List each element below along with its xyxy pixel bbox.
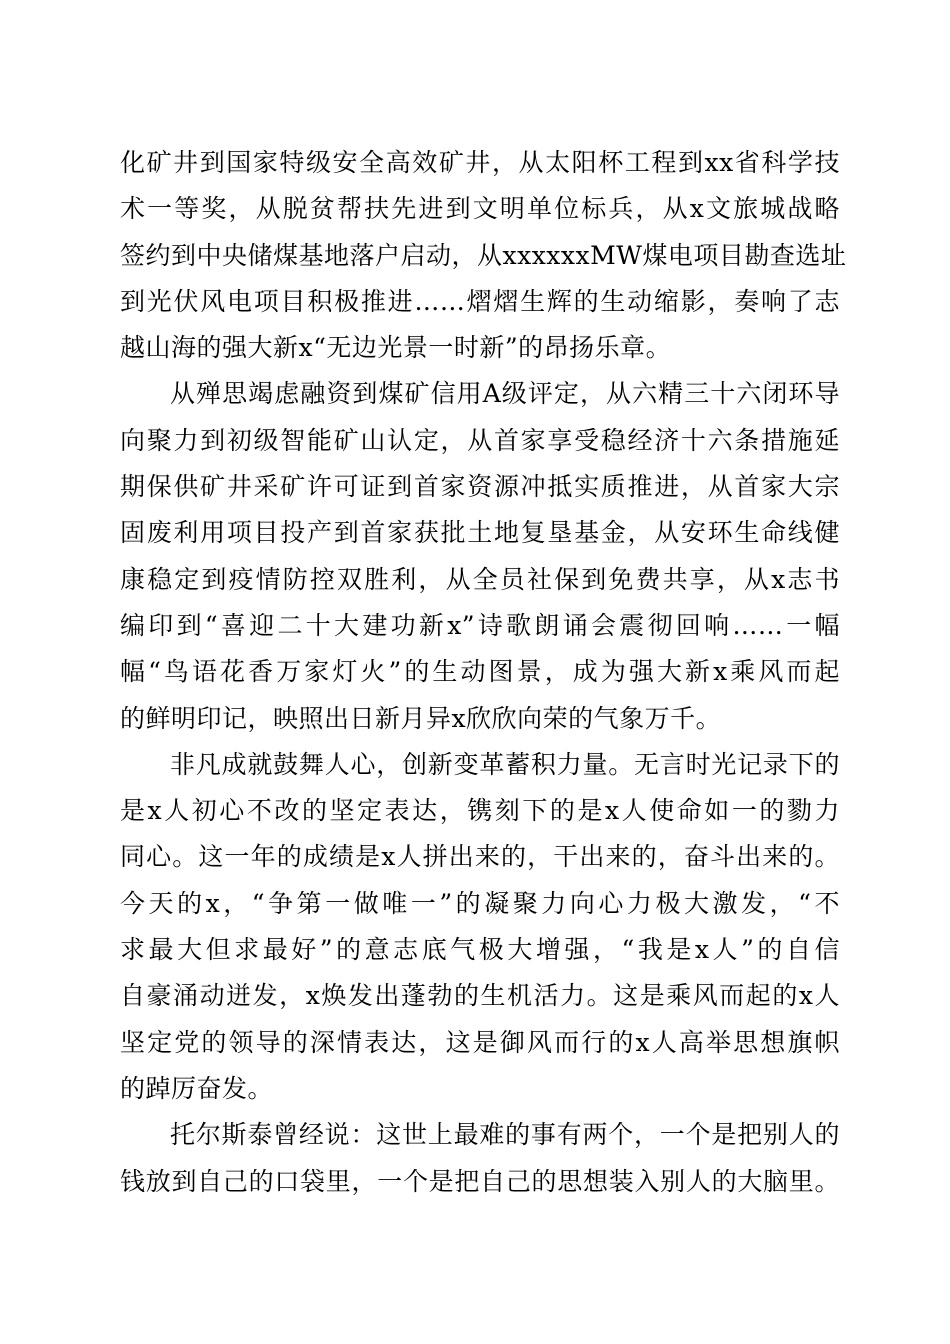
body-text <box>120 140 847 1205</box>
paragraph-3 <box>120 742 840 1112</box>
text-line: 今天的x，“争第一做唯一”的凝聚力向心力极大激发，“不 <box>120 888 840 918</box>
text-line: 自豪涌动迸发，x焕发出蓬勃的生机活力。这是乘风而起的x人 <box>120 981 840 1011</box>
text-line: 非凡成就鼓舞人心，创新变革蓄积力量。无言时光记录下的 <box>170 749 840 779</box>
text-line: 期保供矿井采矿许可证到首家资源冲抵实质推进，从首家大宗 <box>120 472 840 502</box>
text-line: 向聚力到初级智能矿山认定，从首家享受稳经济十六条措施延 <box>120 425 840 455</box>
text-line: 的鲜明印记，映照出日新月异x欣欣向荣的气象万千。 <box>120 703 722 733</box>
text-line: 同心。这一年的成绩是x人拼出来的，干出来的，奋斗出来的。 <box>120 842 840 872</box>
text-line: 固废利用项目投产到首家获批土地复垦基金，从安环生命线健 <box>120 518 840 548</box>
paragraph-1 <box>120 140 847 371</box>
paragraph-4 <box>120 1112 840 1205</box>
text-line: 钱放到自己的口袋里，一个是把自己的思想装入别人的大脑里。 <box>120 1166 840 1196</box>
paragraph-2 <box>120 371 840 741</box>
text-line: 术一等奖，从脱贫帮扶先进到文明单位标兵，从x文旅城战略 <box>120 194 840 224</box>
text-line: 签约到中央储煤基地落户启动，从xxxxxxMW煤电项目勘查选址 <box>120 240 847 270</box>
text-line: 求最大但求最好”的意志底气极大增强，“我是x人”的自信 <box>120 935 840 965</box>
text-line: 越山海的强大新x“无边光景一时新”的昂扬乐章。 <box>120 333 672 363</box>
text-line: 从殚思竭虑融资到煤矿信用A级评定，从六精三十六闭环导 <box>170 379 840 409</box>
text-line: 的踔厉奋发。 <box>120 1073 274 1103</box>
text-line: 托尔斯泰曾经说：这世上最难的事有两个，一个是把别人的 <box>170 1120 840 1150</box>
text-line: 坚定党的领导的深情表达，这是御风而行的x人高举思想旗帜 <box>120 1027 840 1057</box>
text-line: 化矿井到国家特级安全高效矿井，从太阳杯工程到xx省科学技 <box>120 148 840 177</box>
text-line: 是x人初心不改的坚定表达，镌刻下的是x人使命如一的勠力 <box>120 796 840 826</box>
text-line: 到光伏风电项目积极推进……熠熠生辉的生动缩影，奏响了志 <box>120 286 840 316</box>
text-line: 幅“鸟语花香万家灯火”的生动图景，成为强大新x乘风而起 <box>120 657 840 687</box>
text-line: 编印到“喜迎二十大建功新x”诗歌朗诵会震彻回响……一幅 <box>120 610 840 640</box>
text-line: 康稳定到疫情防控双胜利，从全员社保到免费共享，从x志书 <box>120 564 840 594</box>
